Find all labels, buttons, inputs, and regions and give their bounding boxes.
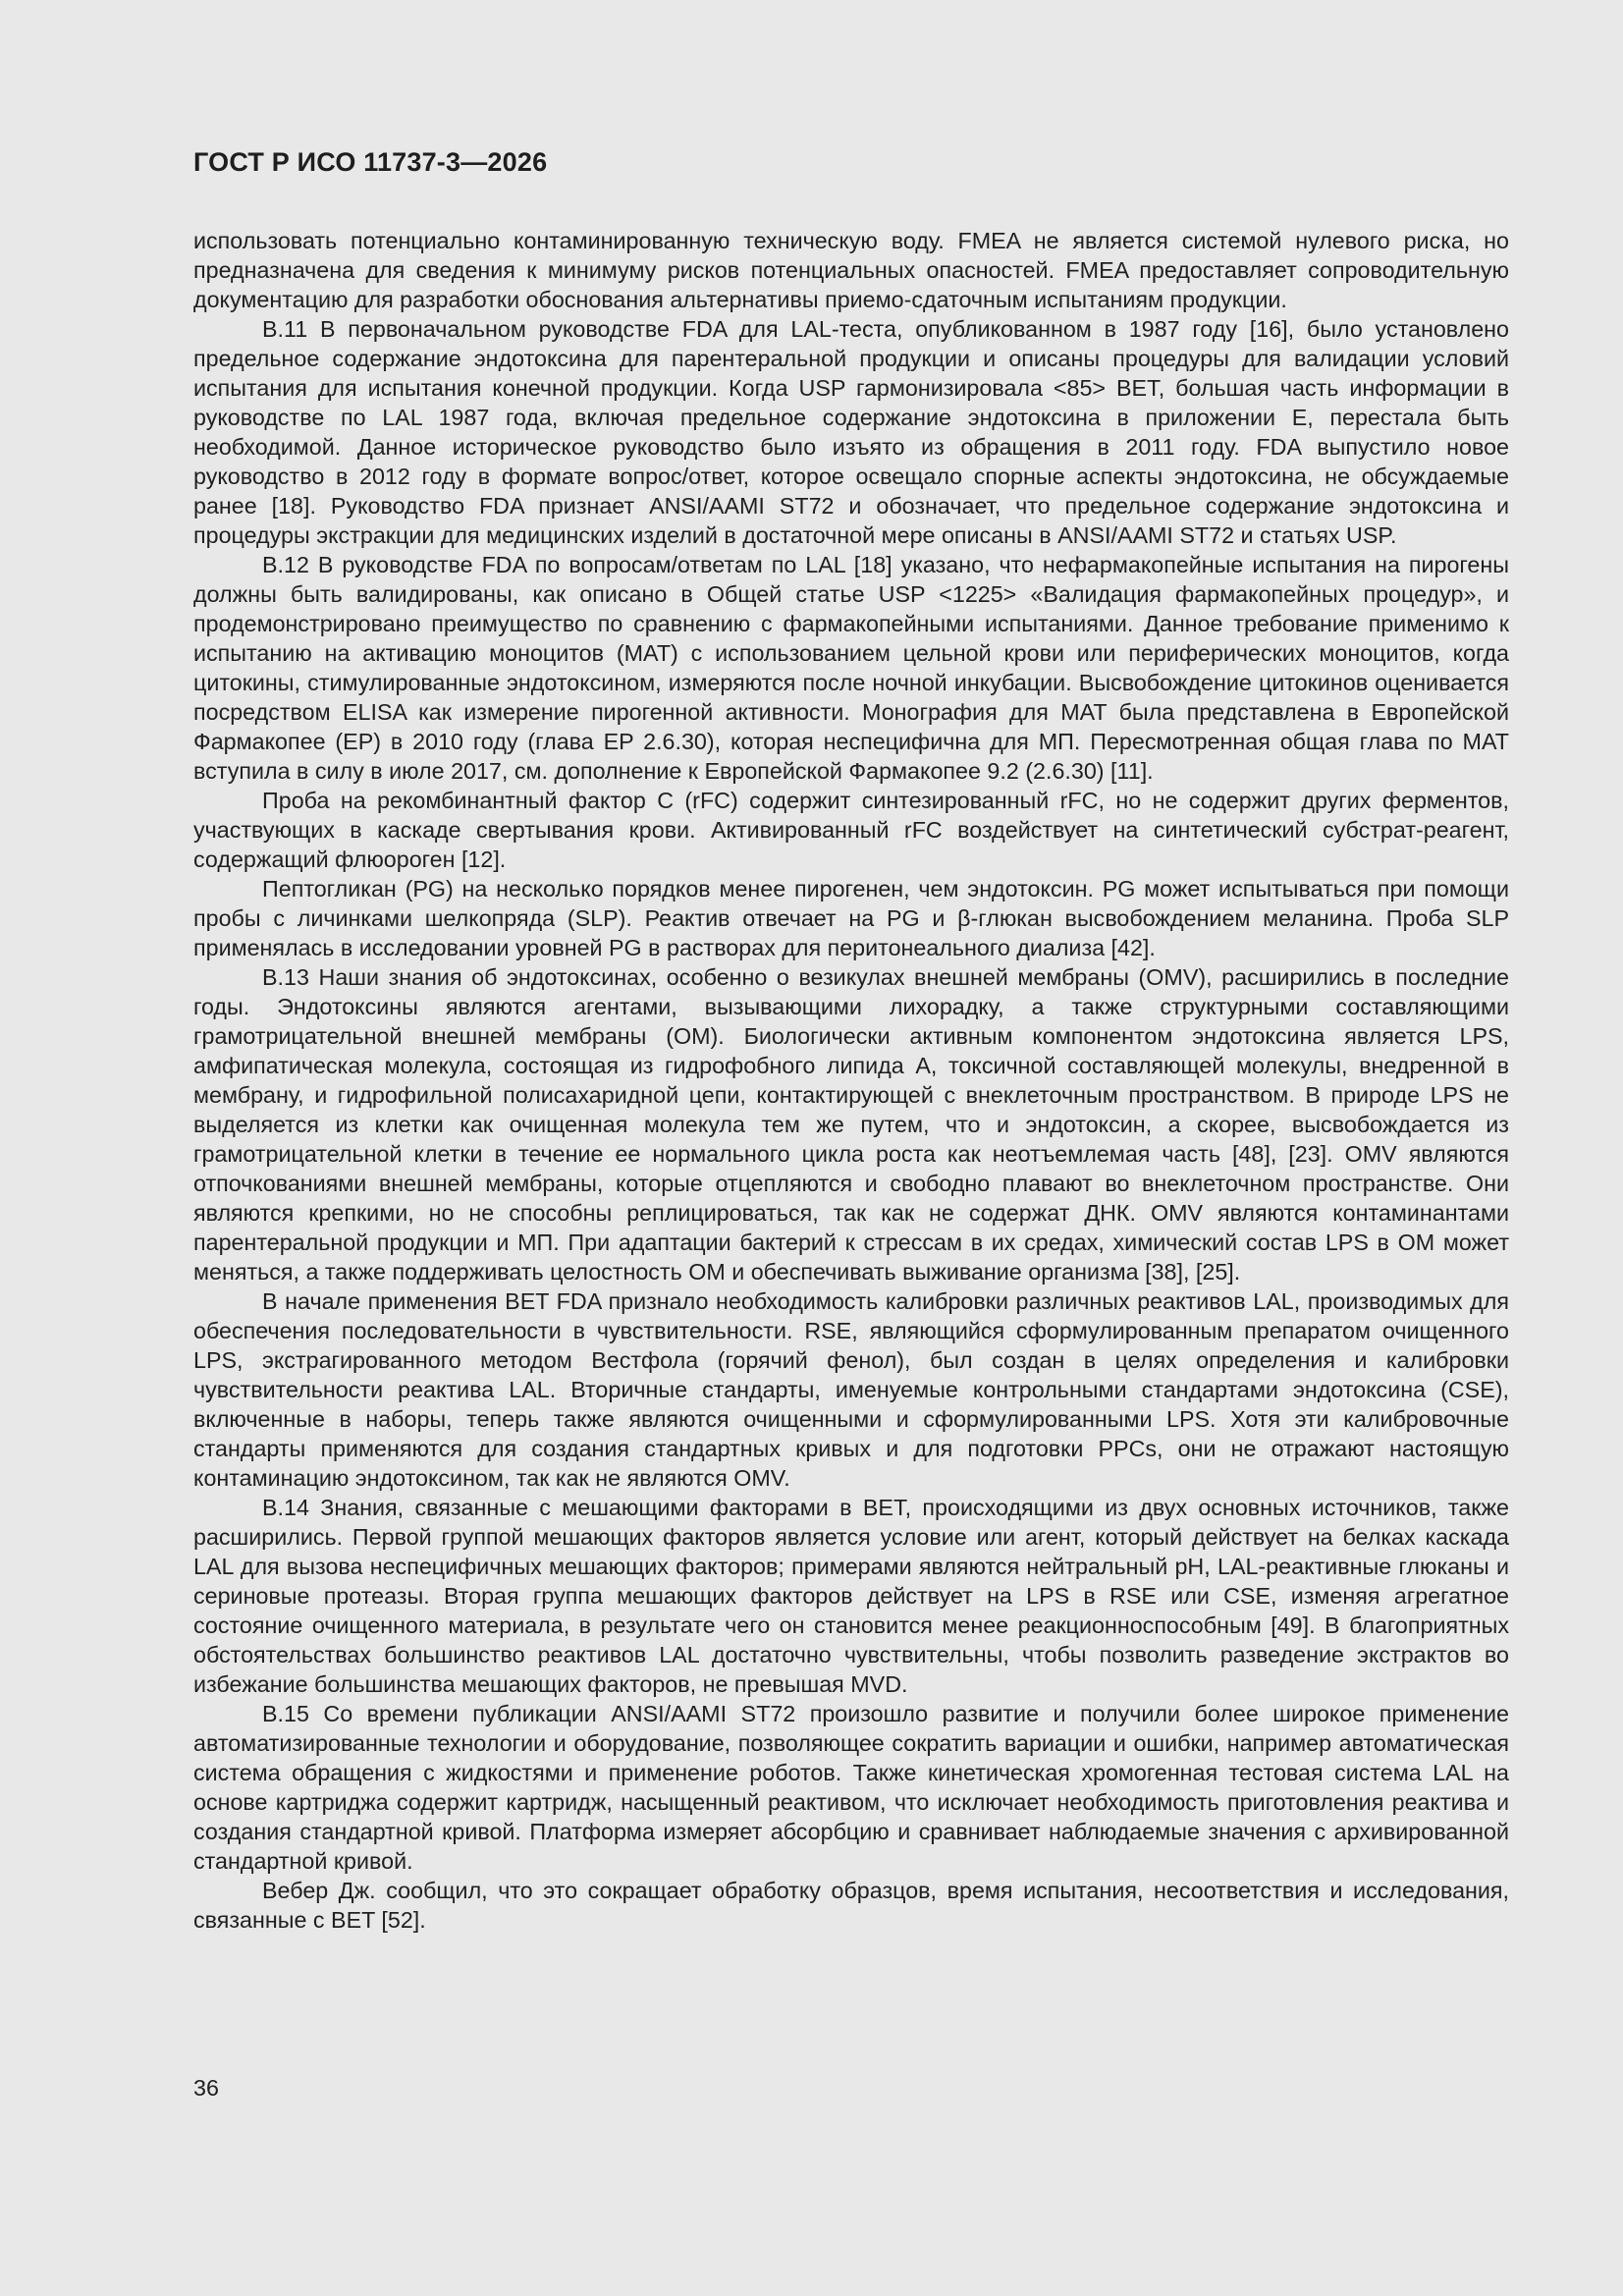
paragraph-peptidoglycan: Пептогликан (PG) на несколько порядков менее пирогенен, чем эндотоксин. PG может испытываться при помощи пробы с личинками шелкопряда (SLP). Реактив отвечает на PG и β-глюкан высвобождением меланина. Проба SLP применялась в исследовании уровней PG в растворах для перитонеального диализа [42]. [193,876,1509,960]
paragraph-b12: В.12 В руководстве FDA по вопросам/ответам по LAL [18] указано, что нефармакопейные испытания на пирогены должны быть валидированы, как описано в Общей статье USP <1225> «Валидация фармакопейных процедур», и продемонстрировано преимущество по сравнению с фармакопейными испытаниями. Данное требование применимо к испытанию на активацию моноцитов (MAT) с использованием цельной крови или периферических моноцитов, когда цитокины, стимулированные эндотоксином, измеряются после ночной инкубации. Высвобождение цитокинов оценивается посредством ELISA как измерение пирогенной активности. Монография для MAT была представлена в Европейской Фармакопее (EP) в 2010 году (глава EP 2.6.30), которая неспецифична для МП. Пересмотренная общая глава по MAT вступила в силу в июле 2017, см. дополнение к Европейской Фармакопее 9.2 (2.6.30) [11]. [193,552,1509,784]
paragraph-b14: В.14 Знания, связанные с мешающими факторами в BET, происходящими из двух основных источников, также расширились. Первой группой мешающих факторов является условие или агент, который действует на белках каскада LAL для вызова неспецифичных мешающих факторов; примерами являются нейтральный pH, LAL-реактивные глюканы и сериновые протеазы. Вторая группа мешающих факторов действует на LPS в RSE или CSE, изменяя агрегатное состояние очищенного материала, в результате чего он становится менее реакционноспособным [49]. В благоприятных обстоятельствах большинство реактивов LAL достаточно чувствительны, чтобы позволить разведение экстрактов во избежание большинства мешающих факторов, не превышая MVD. [193,1495,1509,1697]
page-number: 36 [193,2075,219,2101]
paragraph-b11: В.11 В первоначальном руководстве FDA для LAL-теста, опубликованном в 1987 году [16], было установлено предельное содержание эндотоксина для парентеральной продукции и описаны процедуры для валидации условий испытания для испытания конечной продукции. Когда USP гармонизировала <85> BET, большая часть информации в руководстве по LAL 1987 года, включая предельное содержание эндотоксина в приложении E, перестала быть необходимой. Данное историческое руководство было изъято из обращения в 2011 году. FDA выпустило новое руководство в 2012 году в формате вопрос/ответ, которое освещало спорные аспекты эндотоксина, не обсуждаемые ранее [18]. Руководство FDA признает ANSI/AAMI ST72 и обозначает, что предельное содержание эндотоксина и процедуры экстракции для медицинских изделий в достаточной мере описаны в ANSI/AAMI ST72 и статьях USP. [193,316,1509,548]
paragraph-b13: В.13 Наши знания об эндотоксинах, особенно о везикулах внешней мембраны (OMV), расширились в последние годы. Эндотоксины являются агентами, вызывающими лихорадку, а также структурными составляющими грамотрицательной внешней мембраны (OM). Биологически активным компонентом эндотоксина является LPS, амфипатическая молекула, состоящая из гидрофобного липида A, токсичной составляющей молекулы, внедренной в мембрану, и гидрофильной полисахаридной цепи, контактирующей с внеклеточным пространством. В природе LPS не выделяется из клетки как очищенная молекула тем же путем, что и эндотоксин, а скорее, высвобождается из грамотрицательной клетки в течение ее нормального цикла роста как неотъемлемая часть [48], [23]. OMV являются отпочкованиями внешней мембраны, которые отцепляются и свободно плавают во внеклеточном пространстве. Они являются крепкими, но не способны реплицироваться, так как не содержат ДНК. OMV являются контаминантами парентеральной продукции и МП. При адаптации бактерий к стрессам в их средах, химический состав LPS в OM может меняться, а также поддерживать целостность OM и обеспечивать выживание организма [38], [25]. [193,964,1509,1285]
paragraph-b15: В.15 Со времени публикации ANSI/AAMI ST72 произошло развитие и получили более широкое применение автоматизированные технологии и оборудование, позволяющее сократить вариации и ошибки, например автоматическая система обращения с жидкостями и применение роботов. Также кинетическая хромогенная тестовая система LAL на основе картриджа содержит картридж, насыщенный реактивом, что исключает необходимость приготовления реактива и создания стандартной кривой. Платформа измеряет абсорбцию и сравнивает наблюдаемые значения с архивированной стандартной кривой. [193,1701,1509,1874]
paragraph-rfc: Проба на рекомбинантный фактор C (rFC) содержит синтезированный rFC, но не содержит других ферментов, участвующих в каскаде свертывания крови. Активированный rFC воздействует на синтетический субстрат-реагент, содержащий флюороген [12]. [193,788,1509,872]
body-text [193,226,1509,1935]
paragraph-weber: Вебер Дж. сообщил, что это сокращает обработку образцов, время испытания, несоответствия и исследования, связанные с BET [52]. [193,1878,1509,1933]
paragraph-calibration: В начале применения BET FDA признало необходимость калибровки различных реактивов LAL, производимых для обеспечения последовательности в чувствительности. RSE, являющийся сформулированным препаратом очищенного LPS, экстрагированного методом Вестфола (горячий фенол), был создан в целях определения и калибровки чувствительности реактива LAL. Вторичные стандарты, именуемые контрольными стандартами эндотоксина (CSE), включенные в наборы, теперь также являются очищенными и сформулированными LPS. Хотя эти калибровочные стандарты применяются для создания стандартных кривых и для подготовки PPCs, они не отражают настоящую контаминацию эндотоксином, так как не являются OMV. [193,1288,1509,1491]
document-header: ГОСТ Р ИСО 11737-3—2026 [193,147,548,177]
paragraph-continuation: использовать потенциально контаминированную техническую воду. FMEA не является системой нулевого риска, но предназначена для сведения к минимуму рисков потенциальных опасностей. FMEA предоставляет сопроводительную документацию для разработки обоснования альтернативы приемо-сдаточным испытаниям продукции. [193,228,1509,312]
